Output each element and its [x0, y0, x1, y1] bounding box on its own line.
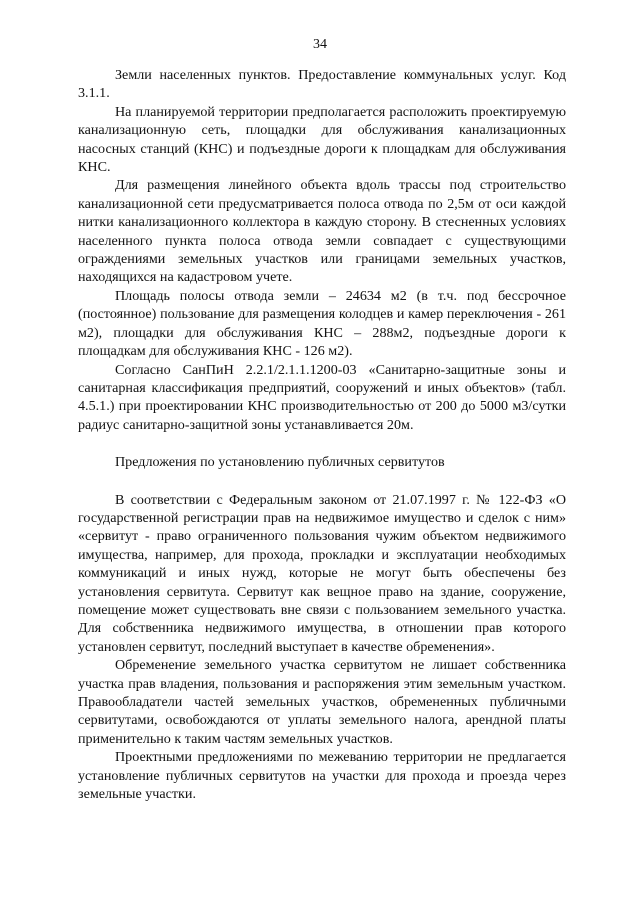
- paragraph-right-of-way: Для размещения линейного объекта вдоль трассы под строительство канализационной сети предусматривается полоса отвода по 2,5м от оси каждой нитки канализационного коллектора в каждую сторону. В стесненных условиях населенного пункта полоса отвода земли совпадает с существующими ограждениями земельных участков или границами земельных участков, находящихся на кадастровом учете.: [78, 177, 566, 286]
- paragraph-planned-territory: На планируемой территории предполагается расположить проектируемую канализационную сеть, площадки для обслуживания канализационных насосных станций (КНС) и подъездные дороги к площадкам для обслуживания КНС.: [78, 103, 566, 176]
- paragraph-sanpin: Согласно СанПиН 2.2.1/2.1.1.1200-03 «Санитарно-защитные зоны и санитарная классификация предприятий, сооружений и иных объектов» (табл. 4.5.1.) при проектировании КНС производительностью от 200 до 5000 м3/сутки радиус санитарно-защитной зоны устанавливается 20м.: [78, 361, 566, 433]
- page-number: 34: [313, 37, 327, 52]
- paragraph-area: Площадь полосы отвода земли – 24634 м2 (в т.ч. под бессрочное (постоянное) пользование для размещения колодцев и камер переключения - 261 м2), площадки для обслуживания КНС – 288м2, подъездные дороги к площадкам для обслуживания КНС - 126 м2).: [78, 287, 566, 360]
- section-heading: Предложения по установлению публичных сервитутов: [115, 454, 445, 471]
- paragraph-land-category: Земли населенных пунктов. Предоставление коммунальных услуг. Код 3.1.1.: [78, 67, 566, 102]
- paragraph-encumbrance: Обременение земельного участка сервитутом не лишает собственника участка прав владения, пользования и распоряжения этим земельным участком. Правообладатели частей земельных участков, обремененных публичными сервитутами, освобождаются от уплаты земельного налога, арендной платы применительно к таким частям земельных участков.: [78, 657, 566, 747]
- paragraph-federal-law: В соответствии с Федеральным законом от 21.07.1997 г. № 122-ФЗ «О государственной регистрации прав на недвижимое имущество и сделок с ним» «сервитут - право ограниченного пользования чужим объектом недвижимого имущества, например, для прохода, прокладки и эксплуатации необходимых коммуникаций и иных нужд, которые не могут быть обеспечены без установления сервитута. Сервитут как вещное право на здание, сооружение, помещение может существовать вне связи с пользованием земельного участка. Для собственника недвижимого имущества, в отношении прав которого установлен сервитут, последний выступает в качестве обременения».: [78, 491, 566, 655]
- document-body: [78, 66, 566, 803]
- paragraph-proposals: Проектными предложениями по межеванию территории не предлагается установление публичных сервитутов на участки для прохода и проезда через земельные участки.: [78, 749, 566, 803]
